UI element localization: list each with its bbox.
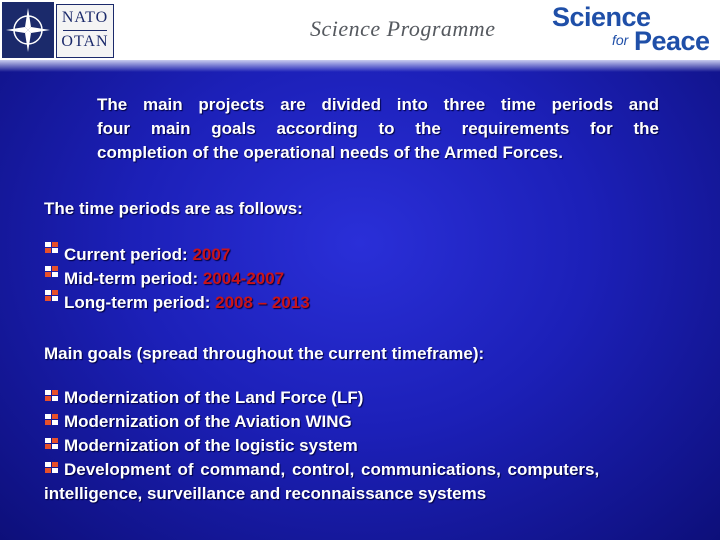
otan-text: OTAN — [61, 33, 109, 50]
header-fade — [0, 60, 720, 72]
bullet-icon — [45, 242, 58, 253]
intro-paragraph — [97, 93, 659, 165]
logo-divider — [63, 30, 107, 31]
intro-line: completion of the operational needs of the Armed Forces. — [97, 143, 563, 162]
period-label: Current period: — [64, 245, 193, 264]
header-banner — [0, 0, 720, 60]
bullet-icon — [45, 390, 58, 401]
bullet-icon — [45, 438, 58, 449]
goal-item: Modernization of the Aviation WING — [64, 412, 352, 431]
period-value: 2008 – 2013 — [215, 293, 310, 312]
nato-compass-star-icon — [2, 2, 54, 58]
science-for-peace-logo — [548, 2, 718, 58]
goal-item-continuation: intelligence, surveillance and reconnaissance systems — [44, 484, 487, 503]
bullet-icon — [45, 414, 58, 425]
bullet-icon — [45, 290, 58, 301]
goals-heading: Main goals (spread throughout the current timeframe): — [44, 344, 485, 363]
period-label: Long-term period: — [64, 293, 216, 312]
sfp-science-text: Science — [552, 2, 651, 32]
period-item-midterm — [64, 267, 284, 291]
intro-line: The main projects are divided into three time periods and — [97, 95, 659, 114]
goal-item: Development of command, control, communications, computers, — [64, 460, 600, 479]
bullet-icon — [45, 462, 58, 473]
period-value: 2004-2007 — [202, 269, 285, 288]
intro-line: four main goals according to the requirements for the — [97, 119, 659, 138]
sfp-for-text: for — [612, 32, 629, 48]
nato-text: NATO — [61, 9, 109, 26]
period-item-current — [64, 243, 230, 267]
science-programme-title: Science Programme — [310, 16, 496, 41]
period-value: 2007 — [192, 245, 231, 264]
period-label: Mid-term period: — [64, 269, 203, 288]
period-item-longterm — [64, 291, 310, 315]
periods-heading: The time periods are as follows: — [44, 199, 303, 218]
goal-item: Modernization of the Land Force (LF) — [64, 388, 364, 407]
nato-otan-logo — [56, 4, 114, 58]
goal-item: Modernization of the logistic system — [64, 436, 358, 455]
bullet-icon — [45, 266, 58, 277]
sfp-peace-text: Peace — [634, 26, 710, 56]
